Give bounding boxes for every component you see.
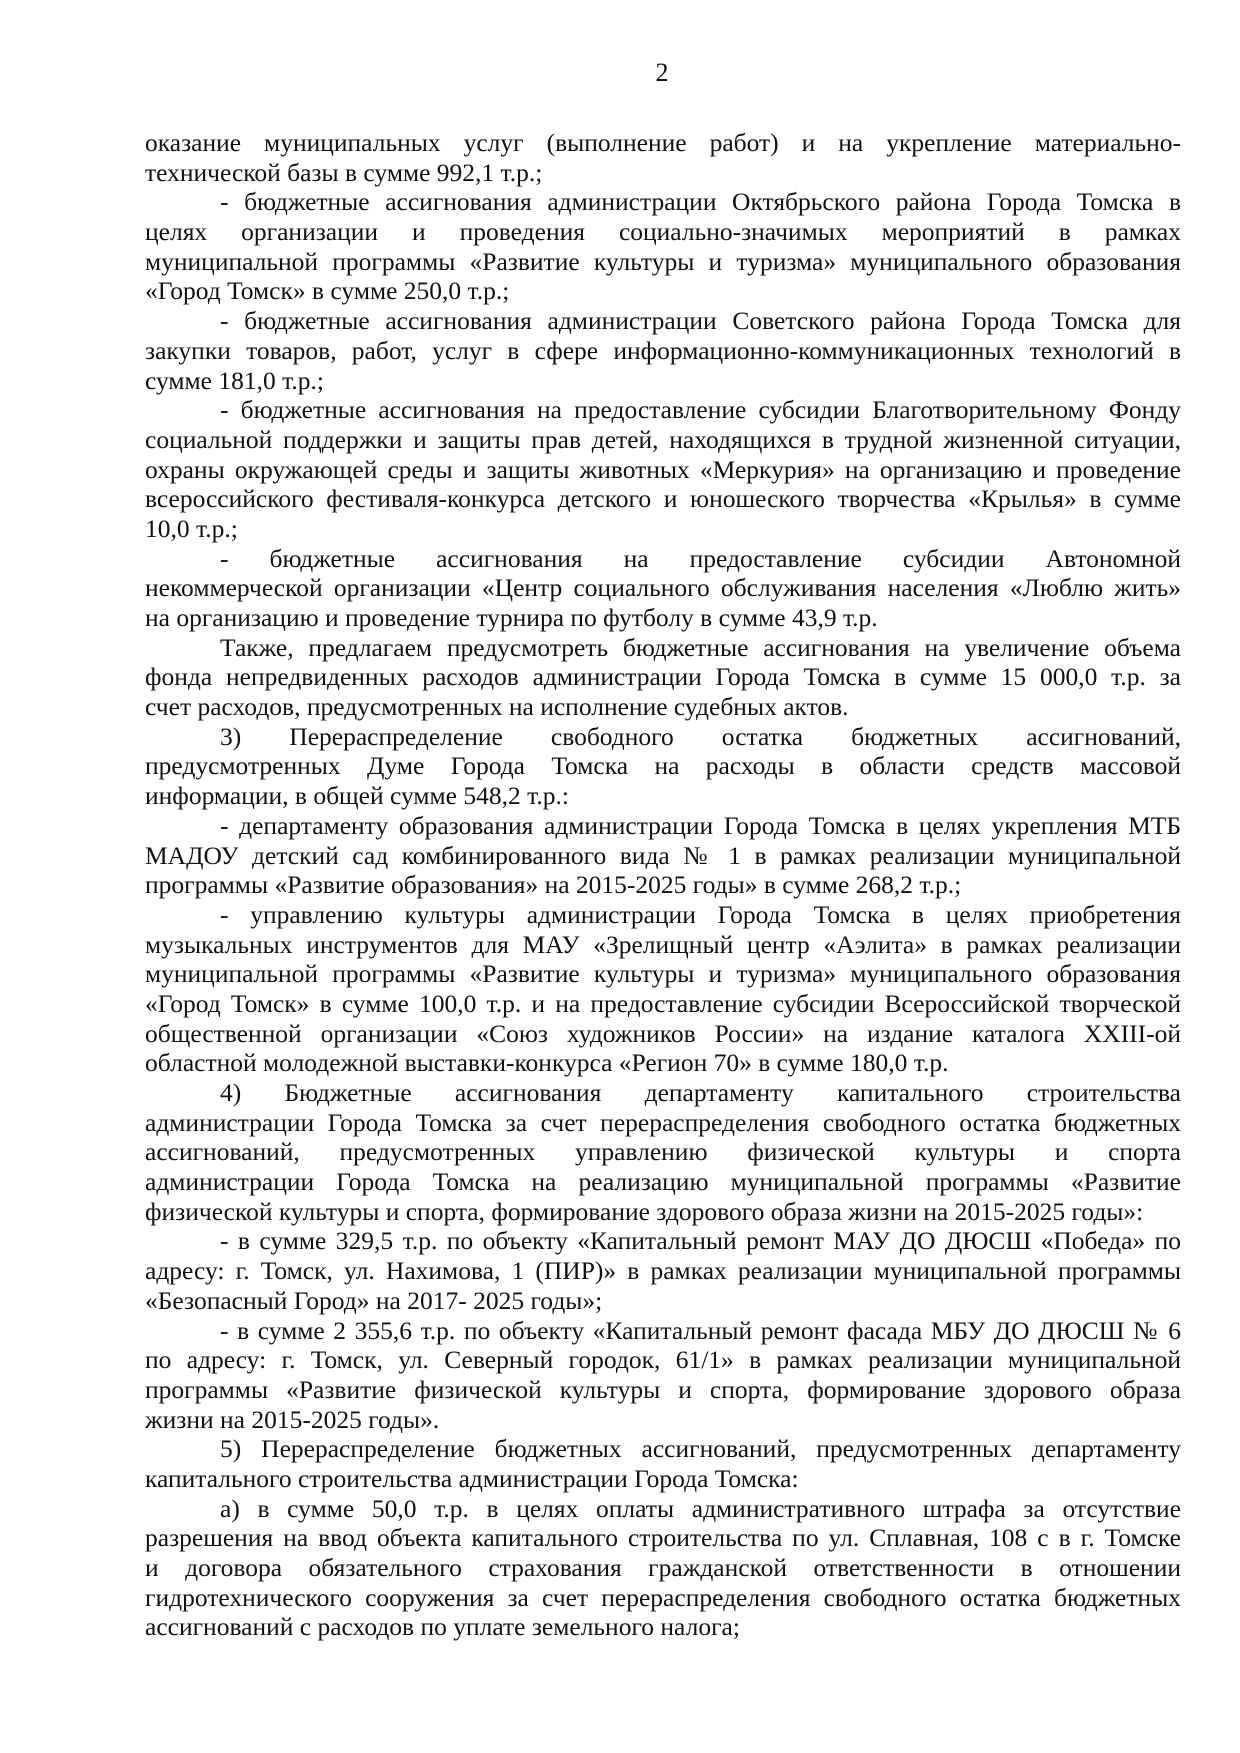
text-line: гидротехнического сооружения за счет перераспределения свободного остатка бюджетных bbox=[145, 1582, 1181, 1612]
text-line: по адресу: г. Томск, ул. Северный городок, 61/1» в рамках реализации муниципальной bbox=[145, 1345, 1181, 1375]
text-line: технической базы в сумме 992,1 т.р.; bbox=[145, 157, 543, 187]
text-line: муниципальной программы «Развитие культуры и туризма» муниципального образования bbox=[145, 246, 1181, 276]
text-line: - бюджетные ассигнования на предоставление субсидии Благотворительному Фонду bbox=[220, 395, 1181, 425]
paragraph bbox=[145, 900, 1181, 1078]
text-line: оказание муниципальных услуг (выполнение работ) и на укрепление материально- bbox=[145, 128, 1181, 157]
text-line: «Город Томск» в сумме 250,0 т.р.; bbox=[145, 276, 510, 306]
text-line: программы «Развитие образования» на 2015-2025 годы» в сумме 268,2 т.р.; bbox=[145, 870, 962, 900]
text-line: - бюджетные ассигнования администрации Октябрьского района Города Томска в bbox=[220, 187, 1181, 217]
paragraph bbox=[145, 128, 1181, 187]
text-line: областной молодежной выставки-конкурса «Регион 70» в сумме 180,0 т.р. bbox=[145, 1048, 949, 1078]
text-line: администрации Города Томска на реализацию муниципальной программы «Развитие bbox=[145, 1167, 1181, 1197]
text-line: целях организации и проведения социально-значимых мероприятий в рамках bbox=[145, 217, 1181, 247]
text-line: информации, в общей сумме 548,2 т.р.: bbox=[145, 781, 569, 811]
paragraph bbox=[145, 544, 1181, 633]
text-line: счет расходов, предусмотренных на исполнение судебных актов. bbox=[145, 692, 849, 722]
text-line: физической культуры и спорта, формирование здорового образа жизни на 2015-2025 годы»: bbox=[145, 1196, 1144, 1226]
text-line: адресу: г. Томск, ул. Нахимова, 1 (ПИР)» в рамках реализации муниципальной программы bbox=[145, 1256, 1181, 1286]
paragraph bbox=[145, 722, 1181, 811]
paragraph bbox=[145, 1078, 1181, 1226]
text-line: и договора обязательного страхования гражданской ответственности в отношении bbox=[145, 1553, 1181, 1582]
text-line: на организацию и проведение турнира по футболу в сумме 43,9 т.р. bbox=[145, 603, 878, 632]
text-line: предусмотренных Думе Города Томска на расходы в области средств массовой bbox=[145, 751, 1181, 781]
text-line: «Безопасный Город» на 2017- 2025 годы»; bbox=[145, 1285, 603, 1315]
text-line: охраны окружающей среды и защиты животных «Меркурия» на организацию и проведение bbox=[145, 454, 1181, 484]
paragraph bbox=[145, 1316, 1181, 1435]
text-line: муниципальной программы «Развитие культуры и туризма» муниципального образования bbox=[145, 959, 1181, 989]
text-line: - управлению культуры администрации Города Томска в целях приобретения bbox=[220, 899, 1181, 929]
text-line: - бюджетные ассигнования администрации Советского района Города Томска для bbox=[220, 306, 1181, 336]
paragraph bbox=[145, 1494, 1181, 1642]
text-line: 10,0 т.р.; bbox=[145, 513, 238, 543]
text-line: - в сумме 329,5 т.р. по объекту «Капитальный ремонт МАУ ДО ДЮСШ «Победа» по bbox=[220, 1226, 1181, 1256]
text-line: - департаменту образования администрации Города Томска в целях укрепления МТБ bbox=[220, 810, 1181, 840]
text-line: программы «Развитие физической культуры и спорта, формирование здорового образа bbox=[145, 1374, 1181, 1404]
text-line: сумме 181,0 т.р.; bbox=[145, 365, 324, 395]
paragraph bbox=[145, 1226, 1181, 1315]
text-line: 4) Бюджетные ассигнования департаменту капитального строительства bbox=[220, 1078, 1181, 1107]
page-number: 2 bbox=[655, 58, 669, 87]
text-line: жизни на 2015-2025 годы». bbox=[145, 1404, 440, 1434]
text-line: ассигнований, предусмотренных управлению физической культуры и спорта bbox=[145, 1137, 1181, 1167]
text-line: 5) Перераспределение бюджетных ассигнований, предусмотренных департаменту bbox=[220, 1434, 1181, 1464]
paragraph bbox=[145, 187, 1181, 306]
text-line: музыкальных инструментов для МАУ «Зрелищный центр «Аэлита» в рамках реализации bbox=[145, 929, 1181, 959]
text-line: некоммерческой организации «Центр социального обслуживания населения «Люблю жить» bbox=[145, 573, 1181, 603]
text-line: - в сумме 2 355,6 т.р. по объекту «Капитальный ремонт фасада МБУ ДО ДЮСШ № 6 bbox=[220, 1315, 1181, 1345]
paragraph bbox=[145, 811, 1181, 900]
document-body bbox=[145, 128, 1181, 1642]
text-line: разрешения на ввод объекта капитального строительства по ул. Сплавная, 108 с в г. Томске bbox=[145, 1523, 1181, 1553]
text-line: социальной поддержки и защиты прав детей, находящихся в трудной жизненной ситуации, bbox=[145, 424, 1181, 454]
text-line: закупки товаров, работ, услуг в сфере информационно-коммуникационных технологий в bbox=[145, 335, 1181, 365]
paragraph bbox=[145, 633, 1181, 722]
text-line: - бюджетные ассигнования на предоставление субсидии Автономной bbox=[220, 543, 1181, 573]
text-line: администрации Города Томска за счет перераспределения свободного остатка бюджетных bbox=[145, 1107, 1181, 1137]
paragraph bbox=[145, 306, 1181, 395]
text-line: ассигнований с расходов по уплате земельного налога; bbox=[145, 1612, 740, 1642]
text-line: Также, предлагаем предусмотреть бюджетные ассигнования на увеличение объема bbox=[220, 632, 1181, 662]
text-line: «Город Томск» в сумме 100,0 т.р. и на предоставление субсидии Всероссийской творческой bbox=[145, 988, 1181, 1018]
text-line: а) в сумме 50,0 т.р. в целях оплаты административного штрафа за отсутствие bbox=[220, 1493, 1181, 1523]
text-line: 3) Перераспределение свободного остатка бюджетных ассигнований, bbox=[220, 721, 1181, 751]
paragraph bbox=[145, 1434, 1181, 1493]
text-line: всероссийского фестиваля-конкурса детского и юношеского творчества «Крылья» в сумме bbox=[145, 484, 1181, 514]
text-line: капитального строительства администрации Города Томска: bbox=[145, 1463, 799, 1493]
text-line: общественной организации «Союз художников России» на издание каталога XXIII-ой bbox=[145, 1018, 1181, 1048]
text-line: МАДОУ детский сад комбинированного вида № 1 в рамках реализации муниципальной bbox=[145, 840, 1181, 870]
text-line: фонда непредвиденных расходов администрации Города Томска в сумме 15 000,0 т.р. за bbox=[145, 662, 1181, 692]
paragraph bbox=[145, 395, 1181, 543]
